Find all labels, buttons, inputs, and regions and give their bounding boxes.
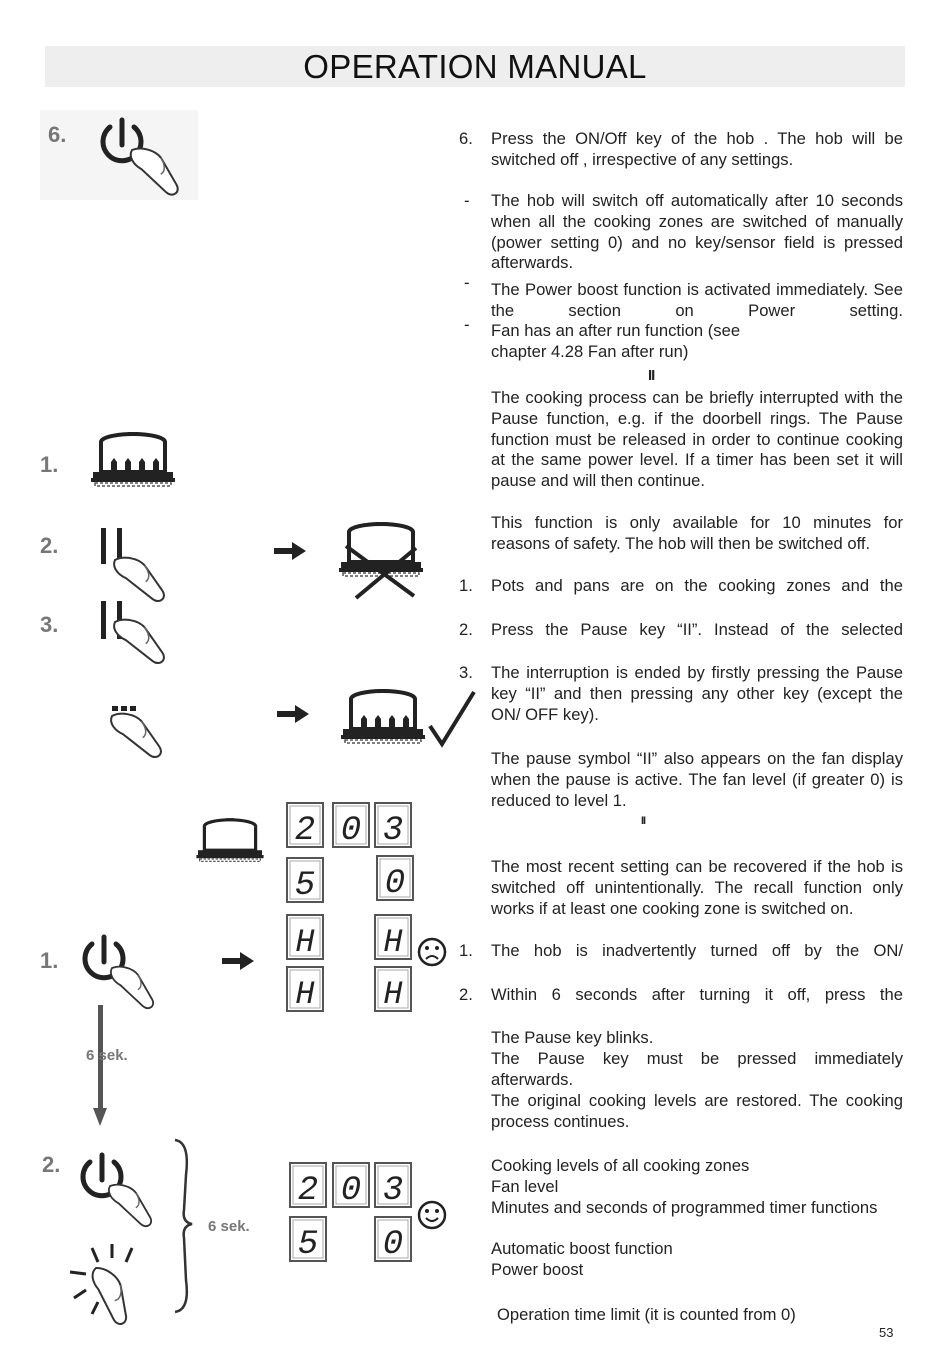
pot-on-hob-icon [196,818,263,861]
check-icon [430,692,474,744]
fig-pause-step-3: 3. [40,612,59,637]
recall-list-item: Minutes and seconds of programmed timer functions [491,1198,878,1217]
display-row-h2 [287,967,411,1013]
recall-blink-note: The Pause key blinks. [491,1028,654,1047]
seg-digit: 5 [294,867,316,905]
recall-list-item: Power boost [491,1260,584,1279]
pause-step-1: Pots and pans are on the cooking zones and the [491,576,903,595]
seg-digit: 2 [297,1172,319,1210]
finger-icon [102,1182,158,1227]
finger-icon [109,556,169,603]
display-row-h1 [287,915,411,961]
seg-digit: 0 [340,1172,362,1210]
any-key-icon [112,706,136,711]
step-number: 2. [459,620,473,639]
seg-digit: H [383,976,403,1013]
bullet-auto-off: The hob will switch off automatically after 10 seconds when all the cooking zones are switched of manually (power setting 0) and no key/sensor field is pressed afterwards. [491,191,903,273]
time-limit-note: Operation time limit (it is counted from 0) [497,1305,796,1324]
seg-digit: 3 [382,1172,404,1210]
bullet-power-boost: The Power boost function is activated immediately. See the section on Power setting. [491,280,903,320]
recall-list-item: Cooking levels of all cooking zones [491,1156,750,1175]
step-number: 3. [459,663,473,682]
down-arrow-icon [93,1005,107,1126]
delay-label: 6 sek. [208,1218,250,1235]
fig-pause-step-2: 2. [40,533,59,558]
recall-list-item: Automatic boost function [491,1239,673,1258]
step6-text: Press the ON/Off key of the hob . The hob will be switched off , irrespective of any settings. [491,129,903,169]
display-row-restored [290,1163,411,1264]
seg-digit: 0 [384,865,406,903]
recall-press-note: The Pause key must be pressed immediately afterwards. [491,1049,903,1089]
bullet-marker: - [464,315,470,334]
sad-face-icon [419,939,445,965]
finger-icon [77,1264,143,1326]
seg-digit: 5 [297,1226,319,1264]
page-number: 53 [879,1325,894,1340]
step-number: 6. [459,129,473,148]
happy-face-icon [419,1202,445,1228]
finger-icon [109,618,169,665]
seg-digit: 0 [340,812,362,850]
display-row-fan [287,856,413,905]
recall-step-1: The hob is inadvertently turned off by the ON/ [491,941,903,960]
arrow-icon [274,542,306,560]
pause-intro: The cooking process can be briefly interrupted with the Pause function, e.g. if the doorbell rings. The Pause function must be released in order to continue cooking at the same power level. If a timer has been set it will pause and will then continue. [491,388,903,491]
fig-step6-label: 6. [48,122,67,147]
bullet-fan-after-run: Fan has an after run function (see chapter 4.28 Fan after run) [491,321,741,361]
fig-pause-step-1: 1. [40,452,59,477]
pause-symbol: II [648,367,655,384]
pause-step-2: Press the Pause key “II”. Instead of the selected [491,620,903,639]
seg-digit: 3 [382,812,404,850]
fig-recall-step-2: 2. [42,1152,61,1177]
pause-fan-note: The pause symbol “II” also appears on the fan display when the pause is active. The fan level (if greater 0) is reduced to level 1. [491,749,903,810]
arrow-icon [222,952,254,970]
recall-intro: The most recent setting can be recovered if the hob is switched off unintentionally. The recall function only works if at least one cooking zone is switched on. [491,857,903,918]
seg-digit: H [295,976,315,1013]
seg-digit: 0 [382,1226,404,1264]
seg-digit: 2 [294,812,316,850]
finger-icon [106,712,166,759]
recall-symbol: II [641,815,646,827]
step-number: 1. [459,941,473,960]
seg-digit: H [295,924,315,961]
finger-icon [104,964,160,1009]
bullet-marker: - [464,191,470,210]
step-number: 2. [459,985,473,1004]
bullet-marker: - [464,273,470,292]
recall-list-item: Fan level [491,1177,559,1196]
display-row-levels [287,803,411,850]
pot-on-hob-icon [91,432,175,486]
delay-label: 6 sek. [86,1047,128,1064]
step-number: 1. [459,576,473,595]
brace-icon [175,1140,192,1312]
fig-recall-step-1: 1. [40,948,59,973]
pause-step-3: The interruption is ended by firstly pressing the Pause key “II” and then pressing any other key (except the ON/ OFF key). [491,663,903,724]
page-title: OPERATION MANUAL [303,48,647,85]
pot-on-hob-icon [341,689,425,743]
recall-step-2: Within 6 seconds after turning it off, press the [491,985,903,1004]
pause-safety: This function is only available for 10 minutes for reasons of safety. The hob will then be switched off. [491,513,903,553]
recall-restored-note: The original cooking levels are restored. The cooking process continues. [491,1091,903,1131]
arrow-icon [277,705,309,723]
seg-digit: H [383,924,403,961]
